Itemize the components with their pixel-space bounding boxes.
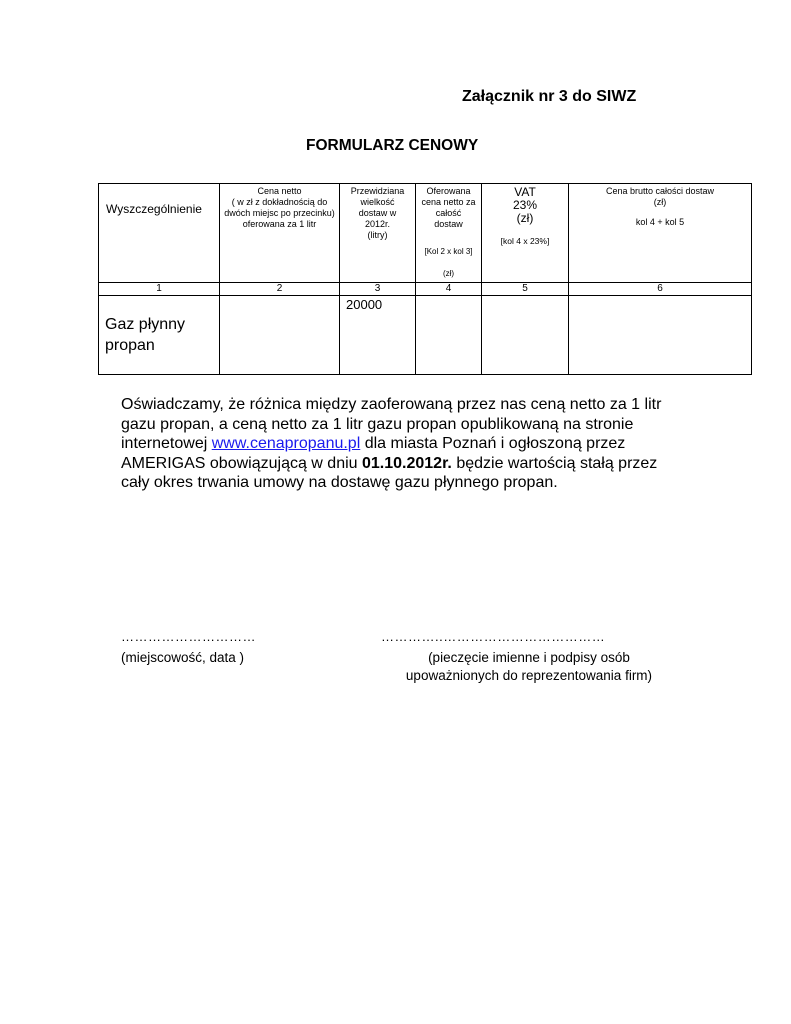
table-row xyxy=(99,296,752,375)
website-link[interactable]: www.cenapropanu.pl xyxy=(211,435,361,452)
declaration-text: dla miasta Poznań i ogłoszoną przez AMERIGAS obowiązującą w dniu xyxy=(121,435,626,472)
header-cell-vat xyxy=(482,184,569,283)
header-item-label: Wyszczególnienie xyxy=(106,202,202,216)
offered-total-cell[interactable] xyxy=(416,296,482,375)
price-table xyxy=(98,183,752,375)
column-number: 4 xyxy=(416,283,482,296)
signature-caption xyxy=(388,649,670,685)
header-vat-formula: [kol 4 x 23%] xyxy=(500,236,550,246)
annex-title: Załącznik nr 3 do SIWZ xyxy=(462,88,637,105)
column-number: 1 xyxy=(99,283,220,296)
header-offered-total-label: Oferowana cena netto za całość dostaw xyxy=(421,186,476,229)
header-vat-label: VAT 23% (zł) xyxy=(512,185,538,225)
table-header-row xyxy=(99,184,752,283)
header-gross-total-formula: kol 4 + kol 5 xyxy=(635,217,685,227)
place-date-line: ………………………… xyxy=(121,629,256,644)
signature-line: …………..……………………………… xyxy=(381,629,606,644)
place-date-caption: (miejscowość, data ) xyxy=(121,650,245,665)
column-number: 2 xyxy=(220,283,340,296)
item-name: Gaz płynny propan xyxy=(105,316,186,354)
header-gross-total-label: Cena brutto całości dostaw (zł) xyxy=(605,186,715,207)
quantity-cell xyxy=(340,296,416,375)
declaration-text: będzie wartością stałą przez cały okres trwania umowy na dostawę gazu płynnego propan. xyxy=(121,454,658,491)
declaration-date: 01.10.2012r. xyxy=(362,454,452,472)
column-number: 6 xyxy=(569,283,752,296)
signature-caption-line: (pieczęcie imienne i podpisy osób xyxy=(428,650,630,665)
signature-caption-line: upoważnionych do reprezentowania firm) xyxy=(405,668,653,683)
header-offered-total-unit: (zł) xyxy=(442,269,455,278)
form-title: FORMULARZ CENOWY xyxy=(306,137,479,154)
header-net-price-label: Cena netto ( w zł z dokładnością do dwóch miejsc po przecinku) oferowana za 1 litr xyxy=(224,186,335,229)
column-number: 5 xyxy=(482,283,569,296)
header-quantity-label: Przewidziana wielkość dostaw w 2012r. (litry) xyxy=(350,186,405,240)
net-price-cell[interactable] xyxy=(220,296,340,375)
gross-total-cell[interactable] xyxy=(569,296,752,375)
header-cell-item xyxy=(99,184,220,283)
header-cell-quantity xyxy=(340,184,416,283)
vat-cell[interactable] xyxy=(482,296,569,375)
declaration-paragraph xyxy=(121,395,681,493)
header-cell-net-price xyxy=(220,184,340,283)
column-number-row xyxy=(99,283,752,296)
item-name-cell xyxy=(99,296,220,375)
declaration-text: Oświadczamy, że różnica między zaoferowaną przez nas ceną netto za 1 litr gazu propan, a ceną netto za 1 litr gazu propan opublikowaną na stronie internetowej xyxy=(121,396,662,452)
header-cell-offered-total xyxy=(416,184,482,283)
column-number: 3 xyxy=(340,283,416,296)
header-cell-gross-total xyxy=(569,184,752,283)
header-offered-total-formula: [Kol 2 x kol 3] xyxy=(424,247,473,256)
quantity-value: 20000 xyxy=(346,297,383,312)
